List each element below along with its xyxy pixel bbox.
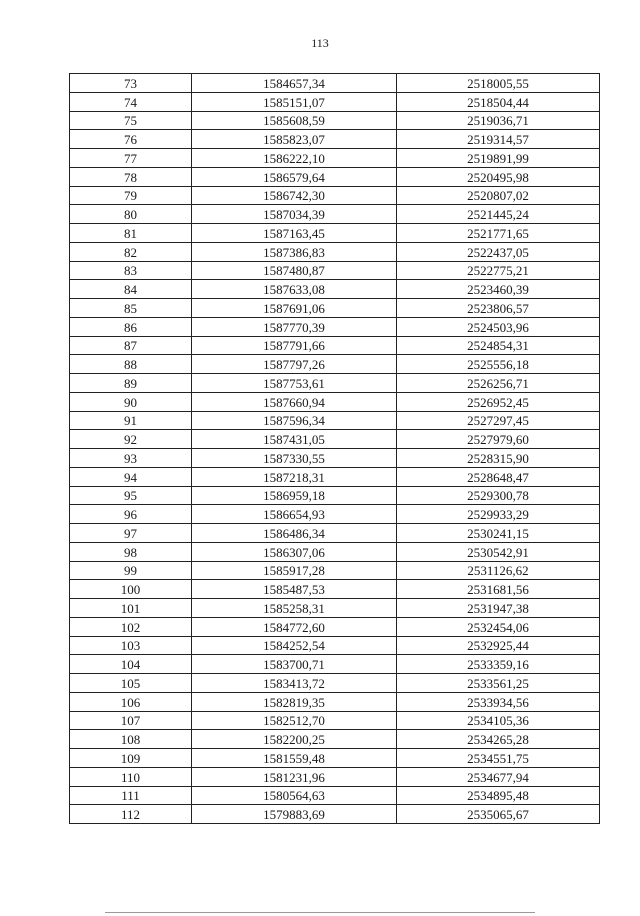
- x-coordinate-cell: 1586486,34: [192, 524, 397, 543]
- x-coordinate-cell: 1580564,63: [192, 786, 397, 805]
- y-coordinate-cell: 2528648,47: [397, 467, 600, 486]
- x-coordinate-cell: 1583700,71: [192, 655, 397, 674]
- y-coordinate-cell: 2521445,24: [397, 205, 600, 224]
- point-number-cell: 83: [70, 261, 192, 280]
- point-number-cell: 87: [70, 336, 192, 355]
- point-number-cell: 96: [70, 505, 192, 524]
- point-number-cell: 84: [70, 280, 192, 299]
- y-coordinate-cell: 2529300,78: [397, 486, 600, 505]
- point-number-cell: 86: [70, 317, 192, 336]
- point-number-cell: 85: [70, 299, 192, 318]
- table-row: [70, 599, 600, 618]
- point-number-cell: 97: [70, 524, 192, 543]
- y-coordinate-cell: 2534895,48: [397, 786, 600, 805]
- table-row: [70, 242, 600, 261]
- point-number-cell: 79: [70, 186, 192, 205]
- y-coordinate-cell: 2531947,38: [397, 599, 600, 618]
- table-row: [70, 617, 600, 636]
- y-coordinate-cell: 2520495,98: [397, 167, 600, 186]
- x-coordinate-cell: 1586959,18: [192, 486, 397, 505]
- table-row: [70, 711, 600, 730]
- y-coordinate-cell: 2532925,44: [397, 636, 600, 655]
- table-row: [70, 111, 600, 130]
- point-number-cell: 78: [70, 167, 192, 186]
- x-coordinate-cell: 1587770,39: [192, 317, 397, 336]
- bottom-rule: [105, 912, 535, 913]
- x-coordinate-cell: 1585823,07: [192, 130, 397, 149]
- x-coordinate-cell: 1586222,10: [192, 149, 397, 168]
- point-number-cell: 107: [70, 711, 192, 730]
- table-row: [70, 749, 600, 768]
- x-coordinate-cell: 1582512,70: [192, 711, 397, 730]
- x-coordinate-cell: 1587330,55: [192, 449, 397, 468]
- table-row: [70, 580, 600, 599]
- point-number-cell: 104: [70, 655, 192, 674]
- x-coordinate-cell: 1586579,64: [192, 167, 397, 186]
- table-row: [70, 767, 600, 786]
- point-number-cell: 77: [70, 149, 192, 168]
- table-row: [70, 692, 600, 711]
- point-number-cell: 110: [70, 767, 192, 786]
- x-coordinate-cell: 1579883,69: [192, 805, 397, 824]
- table-row: [70, 299, 600, 318]
- page-number: 113: [311, 36, 329, 50]
- point-number-cell: 93: [70, 449, 192, 468]
- y-coordinate-cell: 2525556,18: [397, 355, 600, 374]
- point-number-cell: 109: [70, 749, 192, 768]
- point-number-cell: 75: [70, 111, 192, 130]
- table-body: [70, 74, 600, 824]
- y-coordinate-cell: 2522775,21: [397, 261, 600, 280]
- point-number-cell: 98: [70, 542, 192, 561]
- x-coordinate-cell: 1587633,08: [192, 280, 397, 299]
- point-number-cell: 99: [70, 561, 192, 580]
- table-row: [70, 336, 600, 355]
- x-coordinate-cell: 1585917,28: [192, 561, 397, 580]
- x-coordinate-cell: 1587218,31: [192, 467, 397, 486]
- x-coordinate-cell: 1583413,72: [192, 674, 397, 693]
- y-coordinate-cell: 2529933,29: [397, 505, 600, 524]
- table-row: [70, 655, 600, 674]
- y-coordinate-cell: 2533359,16: [397, 655, 600, 674]
- point-number-cell: 112: [70, 805, 192, 824]
- table-row: [70, 524, 600, 543]
- x-coordinate-cell: 1586307,06: [192, 542, 397, 561]
- x-coordinate-cell: 1587596,34: [192, 411, 397, 430]
- x-coordinate-cell: 1587163,45: [192, 224, 397, 243]
- x-coordinate-cell: 1587691,06: [192, 299, 397, 318]
- table-row: [70, 374, 600, 393]
- y-coordinate-cell: 2528315,90: [397, 449, 600, 468]
- x-coordinate-cell: 1587480,87: [192, 261, 397, 280]
- table-row: [70, 92, 600, 111]
- x-coordinate-cell: 1587431,05: [192, 430, 397, 449]
- table-row: [70, 411, 600, 430]
- y-coordinate-cell: 2519891,99: [397, 149, 600, 168]
- x-coordinate-cell: 1587753,61: [192, 374, 397, 393]
- point-number-cell: 95: [70, 486, 192, 505]
- y-coordinate-cell: 2524503,96: [397, 317, 600, 336]
- point-number-cell: 101: [70, 599, 192, 618]
- x-coordinate-cell: 1587034,39: [192, 205, 397, 224]
- x-coordinate-cell: 1584657,34: [192, 74, 397, 93]
- table-row: [70, 280, 600, 299]
- point-number-cell: 111: [70, 786, 192, 805]
- x-coordinate-cell: 1585151,07: [192, 92, 397, 111]
- y-coordinate-cell: 2535065,67: [397, 805, 600, 824]
- y-coordinate-cell: 2531681,56: [397, 580, 600, 599]
- point-number-cell: 92: [70, 430, 192, 449]
- point-number-cell: 105: [70, 674, 192, 693]
- x-coordinate-cell: 1581231,96: [192, 767, 397, 786]
- point-number-cell: 102: [70, 617, 192, 636]
- table-row: [70, 167, 600, 186]
- x-coordinate-cell: 1587386,83: [192, 242, 397, 261]
- table-row: [70, 467, 600, 486]
- x-coordinate-cell: 1581559,48: [192, 749, 397, 768]
- table-row: [70, 730, 600, 749]
- point-number-cell: 81: [70, 224, 192, 243]
- point-number-cell: 88: [70, 355, 192, 374]
- table-row: [70, 130, 600, 149]
- x-coordinate-cell: 1582819,35: [192, 692, 397, 711]
- y-coordinate-cell: 2518005,55: [397, 74, 600, 93]
- x-coordinate-cell: 1582200,25: [192, 730, 397, 749]
- table-row: [70, 205, 600, 224]
- y-coordinate-cell: 2523460,39: [397, 280, 600, 299]
- y-coordinate-cell: 2518504,44: [397, 92, 600, 111]
- x-coordinate-cell: 1587791,66: [192, 336, 397, 355]
- point-number-cell: 82: [70, 242, 192, 261]
- coordinates-table: [69, 73, 600, 824]
- table-row: [70, 392, 600, 411]
- point-number-cell: 73: [70, 74, 192, 93]
- x-coordinate-cell: 1586654,93: [192, 505, 397, 524]
- x-coordinate-cell: 1584772,60: [192, 617, 397, 636]
- y-coordinate-cell: 2526256,71: [397, 374, 600, 393]
- point-number-cell: 100: [70, 580, 192, 599]
- x-coordinate-cell: 1587797,26: [192, 355, 397, 374]
- y-coordinate-cell: 2532454,06: [397, 617, 600, 636]
- y-coordinate-cell: 2520807,02: [397, 186, 600, 205]
- point-number-cell: 76: [70, 130, 192, 149]
- y-coordinate-cell: 2531126,62: [397, 561, 600, 580]
- y-coordinate-cell: 2527297,45: [397, 411, 600, 430]
- point-number-cell: 89: [70, 374, 192, 393]
- point-number-cell: 94: [70, 467, 192, 486]
- table-row: [70, 355, 600, 374]
- table-row: [70, 149, 600, 168]
- table-row: [70, 561, 600, 580]
- table-row: [70, 449, 600, 468]
- y-coordinate-cell: 2527979,60: [397, 430, 600, 449]
- y-coordinate-cell: 2519314,57: [397, 130, 600, 149]
- y-coordinate-cell: 2534677,94: [397, 767, 600, 786]
- x-coordinate-cell: 1587660,94: [192, 392, 397, 411]
- x-coordinate-cell: 1585258,31: [192, 599, 397, 618]
- y-coordinate-cell: 2521771,65: [397, 224, 600, 243]
- table-row: [70, 486, 600, 505]
- point-number-cell: 103: [70, 636, 192, 655]
- table-row: [70, 505, 600, 524]
- y-coordinate-cell: 2533934,56: [397, 692, 600, 711]
- table-row: [70, 74, 600, 93]
- y-coordinate-cell: 2534265,28: [397, 730, 600, 749]
- point-number-cell: 90: [70, 392, 192, 411]
- y-coordinate-cell: 2526952,45: [397, 392, 600, 411]
- table-row: [70, 186, 600, 205]
- x-coordinate-cell: 1585608,59: [192, 111, 397, 130]
- y-coordinate-cell: 2534105,36: [397, 711, 600, 730]
- y-coordinate-cell: 2524854,31: [397, 336, 600, 355]
- point-number-cell: 106: [70, 692, 192, 711]
- table-row: [70, 430, 600, 449]
- table-row: [70, 542, 600, 561]
- table-row: [70, 674, 600, 693]
- table-row: [70, 261, 600, 280]
- y-coordinate-cell: 2522437,05: [397, 242, 600, 261]
- y-coordinate-cell: 2523806,57: [397, 299, 600, 318]
- y-coordinate-cell: 2519036,71: [397, 111, 600, 130]
- y-coordinate-cell: 2534551,75: [397, 749, 600, 768]
- point-number-cell: 80: [70, 205, 192, 224]
- point-number-cell: 91: [70, 411, 192, 430]
- table-row: [70, 636, 600, 655]
- table-row: [70, 805, 600, 824]
- x-coordinate-cell: 1584252,54: [192, 636, 397, 655]
- y-coordinate-cell: 2530241,15: [397, 524, 600, 543]
- point-number-cell: 74: [70, 92, 192, 111]
- point-number-cell: 108: [70, 730, 192, 749]
- y-coordinate-cell: 2533561,25: [397, 674, 600, 693]
- table-row: [70, 786, 600, 805]
- table-row: [70, 317, 600, 336]
- x-coordinate-cell: 1585487,53: [192, 580, 397, 599]
- y-coordinate-cell: 2530542,91: [397, 542, 600, 561]
- x-coordinate-cell: 1586742,30: [192, 186, 397, 205]
- table-row: [70, 224, 600, 243]
